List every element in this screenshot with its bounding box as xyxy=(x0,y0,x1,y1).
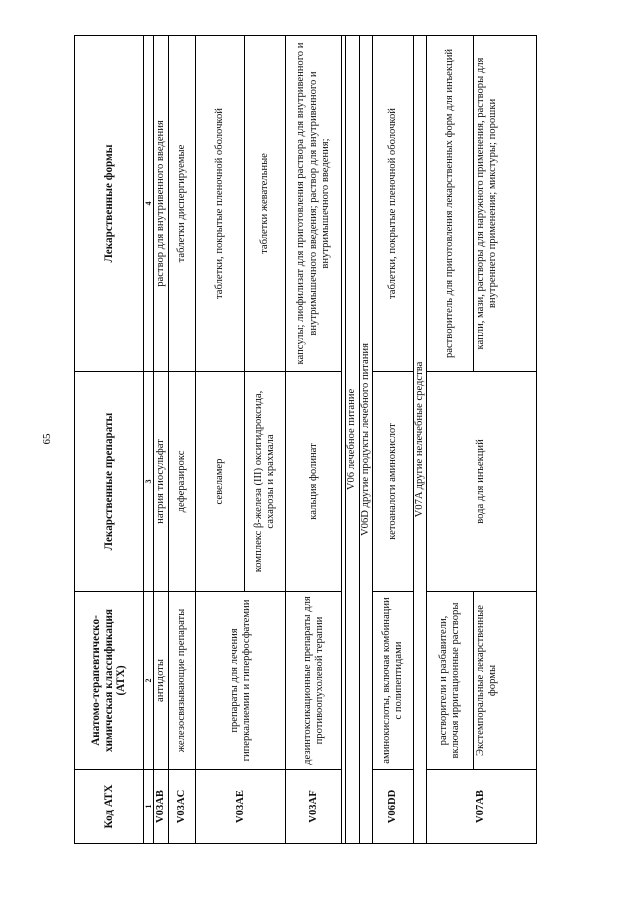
preparation-cell: комплекс β-железа (III) оксигидроксида, сахарозы и крахмала xyxy=(245,372,286,592)
form-cell: таблетки, покрытые пленочной оболочкой xyxy=(196,36,245,372)
preparation-cell: кетоаналоги аминокислот xyxy=(372,372,413,592)
table-row xyxy=(427,36,474,844)
preparation-cell: севеламер xyxy=(196,372,245,592)
form-cell: капли, мази, растворы для наружного применения, растворы для внутреннего применения; микстуры; порошки xyxy=(474,36,537,372)
form-cell: таблетки диспергируемые xyxy=(169,36,196,372)
table-row xyxy=(372,36,413,844)
column-number: 3 xyxy=(144,372,154,592)
table-row xyxy=(169,36,196,844)
classification-cell: Экстемпоральные лекарственные формы xyxy=(474,592,537,770)
group-heading: V06 лечебное питание xyxy=(346,36,359,844)
table-row xyxy=(154,36,169,844)
classification-cell: железосвязывающие препараты xyxy=(169,592,196,770)
group-heading: V06D другие продукты лечебного питания xyxy=(359,36,372,844)
group-row-v06 xyxy=(346,36,359,844)
column-number-row xyxy=(144,36,154,844)
header-code: Код АТХ xyxy=(75,770,144,844)
group-row-v06d xyxy=(359,36,372,844)
form-cell: растворитель для приготовления лекарственных форм для инъекций xyxy=(427,36,474,372)
code-cell: V07AB xyxy=(427,770,537,844)
classification-cell: препараты для лечения гиперкалиемии и гиперфосфатемии xyxy=(196,592,286,770)
column-number: 2 xyxy=(144,592,154,770)
code-cell: V03AB xyxy=(154,770,169,844)
column-number: 4 xyxy=(144,36,154,372)
preparation-cell: кальция фолинат xyxy=(286,372,342,592)
code-cell: V03AF xyxy=(286,770,342,844)
classification-cell: дезинтоксикационные препараты для противоопухолевой терапии xyxy=(286,592,342,770)
code-cell: V06DD xyxy=(372,770,413,844)
form-cell: капсулы; лиофилизат для приготовления раствора для внутривенного и внутримышечного введения; раствор для внутривенного и внутримышечного введения; xyxy=(286,36,342,372)
group-row-v07a xyxy=(413,36,426,844)
preparation-cell: натрия тиосульфат xyxy=(154,372,169,592)
header-classification: Анатомо-терапевтическо-химическая классификация (АТХ) xyxy=(75,592,144,770)
classification-cell: растворители и разбавители, включая ирригационные растворы xyxy=(427,592,474,770)
preparation-cell: вода для инъекций xyxy=(427,372,537,592)
form-cell: таблетки жевательные xyxy=(245,36,286,372)
form-cell: раствор для внутривенного введения xyxy=(154,36,169,372)
preparation-cell: деферазирокс xyxy=(169,372,196,592)
page-number: 65 xyxy=(41,433,53,445)
table-row xyxy=(286,36,342,844)
header-forms: Лекарственные формы xyxy=(75,36,144,372)
form-cell: таблетки, покрытые пленочной оболочкой xyxy=(372,36,413,372)
rotated-table-wrapper xyxy=(74,36,602,844)
code-cell: V03AE xyxy=(196,770,286,844)
group-heading: V07A другие нелечебные средства xyxy=(413,36,426,844)
code-cell: V03AC xyxy=(169,770,196,844)
table-row xyxy=(196,36,245,844)
classification-cell: антидоты xyxy=(154,592,169,770)
drug-table xyxy=(74,35,537,844)
column-number: 1 xyxy=(144,770,154,844)
header-row xyxy=(75,36,144,844)
classification-cell: аминокислоты, включая комбинации с полипептидами xyxy=(372,592,413,770)
header-preparations: Лекарственные препараты xyxy=(75,372,144,592)
